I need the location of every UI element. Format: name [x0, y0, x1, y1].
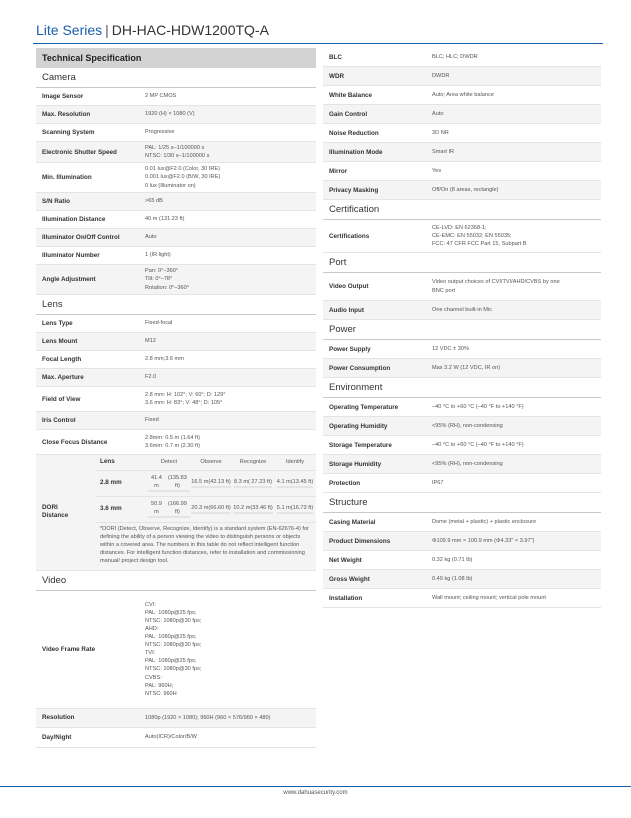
spec-value: [145, 124, 316, 141]
spec-row-max-aperture: [36, 369, 316, 387]
spec-value-line: <95% (RH), non-condensing: [432, 422, 503, 429]
dori-cell-line: (16.73 ft): [291, 505, 313, 514]
spec-label: Illuminator On/Off Control: [42, 234, 120, 241]
spec-value-line: FCC: 47 CFR FCC Part 15, Subpart B: [432, 241, 527, 248]
spec-value-line: 0.49 kg (1.08 lb): [432, 575, 473, 582]
spec-row-power-supply: [323, 340, 601, 359]
spec-value-line: Progressive: [145, 129, 175, 136]
spec-value: [145, 163, 316, 192]
spec-value-line: 1080p (1920 × 1080); 960H (960 × 576/960 × 480): [145, 714, 271, 721]
spec-row-certifications: [323, 220, 601, 253]
spec-value: [432, 589, 601, 607]
spec-row-image-sensor: [36, 88, 316, 106]
spec-value: [145, 247, 316, 264]
dori-cell: [232, 471, 274, 497]
spec-label: Storage Temperature: [329, 441, 392, 449]
spec-row-video-frame-rate: [36, 591, 316, 709]
spec-value: [432, 105, 601, 123]
spec-value: [145, 88, 316, 105]
spec-value-line: TVI:: [145, 650, 156, 657]
spec-value: [432, 181, 601, 199]
spec-value: [432, 436, 601, 454]
spec-value: [432, 398, 601, 416]
section-heading-structure: Structure: [323, 493, 601, 513]
spec-row-video-output: [323, 273, 601, 301]
spec-value-line: M12: [145, 338, 156, 345]
spec-title-bar: Technical Specification: [36, 48, 316, 68]
spec-value-line: DWDR: [432, 72, 450, 79]
spec-row-focal-length: [36, 351, 316, 369]
spec-label: Lens Type: [42, 320, 73, 327]
dori-cell-content: [191, 479, 231, 489]
spec-value: [145, 265, 316, 294]
spec-row-net-weight: [323, 551, 601, 570]
spec-value: [432, 532, 601, 550]
spec-value-line: NTSC: 960H: [145, 690, 177, 697]
spec-label: Video Frame Rate: [42, 645, 96, 653]
spec-value-line: 0 lux (Illuminator on): [145, 182, 196, 189]
spec-value-line: Max 3.2 W (12 VDC, IR on): [432, 364, 501, 371]
spec-label: Close Focus Distance: [42, 438, 108, 446]
spec-value: [432, 340, 601, 358]
spec-row-privacy-masking: [323, 181, 601, 200]
spec-value-line: NTSC: 1/30 s–1/100000 s: [145, 153, 210, 159]
dori-cell-line: 4.1 m: [277, 479, 291, 488]
spec-value: [432, 417, 601, 435]
spec-label: Privacy Masking: [329, 186, 379, 194]
spec-label: Image Sensor: [42, 93, 84, 100]
section-heading-port: Port: [323, 253, 601, 273]
spec-value-line: Video output choices of CVI/TVI/AHD/CVBS by one: [432, 279, 560, 286]
spec-label: Resolution: [42, 714, 75, 722]
spec-row-operating-temperature: [323, 398, 601, 417]
spec-row-mirror: [323, 162, 601, 181]
spec-value-line: 3D NR: [432, 129, 449, 136]
spec-value-line: CVBS:: [145, 674, 162, 681]
spec-row-product-dimensions: [323, 532, 601, 551]
spec-label: Electronic Shutter Speed: [42, 148, 117, 156]
spec-label: Net Weight: [329, 556, 362, 564]
spec-value: [145, 728, 316, 747]
spec-value-line: CVI:: [145, 601, 156, 608]
spec-row-close-focus-distance: [36, 430, 316, 455]
dori-cell-line: (166.99 ft): [165, 501, 190, 517]
spec-row-white-balance: [323, 86, 601, 105]
header-separator: |: [105, 22, 109, 38]
spec-value: [432, 359, 601, 377]
spec-row-resolution: [36, 709, 316, 728]
dori-cell: [190, 471, 232, 497]
spec-label: Mirror: [329, 167, 348, 175]
spec-value: [145, 193, 316, 210]
spec-value: [432, 143, 601, 161]
spec-label: Max. Aperture: [42, 374, 84, 381]
model-number: DH-HAC-HDW1200TQ-A: [111, 22, 269, 38]
spec-value-line: One channel built-in Mic: [432, 306, 493, 313]
spec-value-line: IP67: [432, 479, 444, 486]
spec-row-protection: [323, 474, 601, 493]
spec-value-line: 3.6mm: 0.7 m (2.30 ft): [145, 443, 201, 449]
dori-distance-table: [36, 455, 316, 571]
spec-value: [145, 229, 316, 246]
spec-row-s-n-ratio: [36, 193, 316, 211]
spec-value-line: 1920 (H) × 1080 (V): [145, 111, 195, 118]
spec-row-max-resolution: [36, 106, 316, 124]
spec-value: [145, 430, 316, 454]
spec-value: [432, 86, 601, 104]
spec-row-wdr: [323, 67, 601, 86]
spec-label: S/N Ratio: [42, 198, 70, 205]
dori-label-line: DORI: [42, 503, 58, 511]
dori-header-identify: Identify: [274, 455, 316, 471]
spec-label: Lens Mount: [42, 338, 78, 345]
spec-value: [145, 333, 316, 350]
spec-label: Gross Weight: [329, 575, 370, 583]
spec-value-line: 3.6 mm: H: 83°; V: 48°; D: 105°: [145, 400, 223, 406]
spec-value-line: Auto: [432, 110, 444, 117]
spec-row-storage-humidity: [323, 455, 601, 474]
spec-row-iris-control: [36, 412, 316, 430]
spec-label: Gain Control: [329, 110, 368, 118]
spec-row-casing-material: [323, 513, 601, 532]
spec-label: Operating Temperature: [329, 403, 399, 411]
spec-value-line: Yes: [432, 167, 442, 174]
dori-cell-content: [191, 505, 231, 515]
spec-value: [432, 570, 601, 588]
spec-value: [145, 387, 316, 411]
spec-value-line: AHD:: [145, 625, 159, 632]
spec-value: [432, 124, 601, 142]
spec-value-line: Wall mount; ceiling mount; vertical pole mount: [432, 594, 546, 601]
spec-value-line: 0.01 lux@F2.0 (Color, 30 IRE): [145, 166, 221, 173]
spec-label: Product Dimensions: [329, 537, 391, 545]
dori-note: *DORI (Detect, Observe, Recognize, Identify) is a standard system (EN-62676-4) for defining the ability of a person viewing the video to distinguish persons or objects within a covered area. The numbers in this table do not reflect intelligent function distances. For intelligent function distances, refer to installation and commissioning manual/ project design tool.: [100, 526, 309, 564]
dori-grid: [96, 455, 316, 523]
dori-cell-line: (135.83 ft): [165, 475, 190, 491]
right-column: [323, 48, 601, 608]
section-heading-lens: Lens: [36, 295, 316, 315]
spec-value: [145, 351, 316, 368]
header-rule: [33, 43, 603, 44]
dori-cell-line: 50.9 m: [148, 501, 165, 517]
dori-cell-line: 8.3 m: [234, 479, 248, 488]
spec-label: Focal Length: [42, 356, 82, 363]
spec-label: Max. Resolution: [42, 111, 91, 118]
section-heading-power: Power: [323, 320, 601, 340]
spec-label: Power Supply: [329, 345, 371, 353]
spec-row-day-night: [36, 728, 316, 748]
dori-cell-line: 16.5 m: [191, 479, 208, 488]
dori-cell-content: [233, 505, 273, 515]
spec-value-line: Auto; Area white balance: [432, 91, 494, 98]
spec-label: Illumination Mode: [329, 148, 383, 156]
spec-value: [145, 709, 316, 727]
dori-cell-line: (42.13 ft): [208, 479, 230, 488]
dori-cell-content: [148, 501, 190, 518]
left-column: [36, 48, 316, 748]
video-section: [36, 571, 316, 748]
spec-row-operating-humidity: [323, 417, 601, 436]
footer-url: www.dahuasecurity.com: [283, 790, 348, 796]
left-sections: [36, 68, 316, 455]
dori-cell: [148, 497, 190, 523]
spec-row-audio-input: [323, 301, 601, 320]
spec-row-illumination-distance: [36, 211, 316, 229]
dori-header-lens: Lens: [96, 455, 148, 471]
spec-row-storage-temperature: [323, 436, 601, 455]
spec-value-line: Pan: 0°–360°: [145, 268, 179, 275]
spec-label: Power Consumption: [329, 364, 391, 372]
spec-value-line: PAL: 1080p@25 fps;: [145, 633, 197, 640]
dori-cell: [274, 497, 316, 523]
spec-value: [145, 412, 316, 429]
spec-value-line: CE-LVD: EN 62368-1;: [432, 224, 487, 231]
spec-row-angle-adjustment: [36, 265, 316, 295]
spec-value: [432, 48, 601, 66]
spec-value-line: Fixed-focal: [145, 320, 173, 327]
spec-value-line: 2.8 mm;3.6 mm: [145, 356, 184, 363]
spec-value-line: >65 dB: [145, 198, 163, 205]
spec-label: White Balance: [329, 91, 373, 99]
spec-value-line: CE-EMC: EN 55032; EN 55035;: [432, 232, 512, 239]
spec-value-line: PAL: 960H;: [145, 682, 174, 689]
spec-value-line: PAL: 1080p@25 fps;: [145, 609, 197, 616]
spec-value-line: 12 VDC ± 30%: [432, 345, 469, 352]
spec-value-line: 2.8 mm: H: 102°; V: 60°; D: 129°: [145, 391, 226, 398]
spec-value-line: Fixed: [145, 417, 159, 424]
document-header: [36, 22, 269, 38]
dori-cell-line: 41.4 m: [148, 475, 165, 491]
dori-lens: 2.8 mm: [96, 471, 148, 497]
spec-row-scanning-system: [36, 124, 316, 142]
dori-cell-content: [148, 475, 190, 492]
dori-cell-line: (66.60 ft): [208, 505, 230, 514]
spec-label: Min. Illumination: [42, 174, 92, 181]
spec-value-line: Dome (metal + plastic) + plastic enclosure: [432, 518, 537, 525]
dori-content: [96, 455, 316, 570]
dori-cell-content: [277, 479, 313, 489]
spec-value-line: PAL: 1/25 s–1/100000 s: [145, 144, 205, 151]
spec-row-power-consumption: [323, 359, 601, 378]
spec-value: [432, 474, 601, 492]
spec-label: WDR: [329, 72, 345, 80]
spec-row-illumination-mode: [323, 143, 601, 162]
dori-cell-line: 20.3 m: [191, 505, 208, 514]
dori-cell-line: ( 27.23 ft): [248, 479, 272, 488]
dori-cell: [232, 497, 274, 523]
spec-label: Field of View: [42, 395, 81, 403]
spec-value-line: –40 °C to +60 °C (–40 °F to +140 °F): [432, 403, 524, 410]
spec-row-installation: [323, 589, 601, 608]
spec-label: Certifications: [329, 232, 370, 240]
spec-value-line: BNC port: [432, 287, 456, 294]
spec-value: [432, 551, 601, 569]
dori-cell-line: 10.2 m: [233, 505, 250, 514]
section-heading-video: Video: [36, 571, 316, 591]
dori-cell-line: (13.45 ft): [291, 479, 313, 488]
spec-value-line: PAL: 1080p@25 fps;: [145, 658, 197, 665]
spec-label: Illuminator Number: [42, 252, 100, 259]
spec-value: [145, 106, 316, 123]
spec-value-line: NTSC: 1080p@30 fps;: [145, 666, 202, 673]
spec-label: Storage Humidity: [329, 460, 382, 468]
spec-row-field-of-view: [36, 387, 316, 412]
spec-label: Casing Material: [329, 518, 376, 526]
spec-value-line: BLC; HLC; DWDR: [432, 53, 478, 60]
spec-value: [432, 513, 601, 531]
spec-value-line: Tilt: 0°–78°: [145, 276, 173, 283]
spec-row-lens-type: [36, 315, 316, 333]
spec-value: [432, 273, 601, 300]
dori-lens: 3.6 mm: [96, 497, 148, 523]
spec-value-line: 0.001 lux@F2.0 (B/W, 30 IRE): [145, 174, 221, 181]
spec-row-illuminator-on-off-control: [36, 229, 316, 247]
spec-value: [145, 315, 316, 332]
spec-value: [145, 591, 316, 708]
spec-value: [432, 162, 601, 180]
series-name: Lite Series: [36, 22, 103, 38]
section-heading-camera: Camera: [36, 68, 316, 88]
spec-row-gross-weight: [323, 570, 601, 589]
spec-value-line: Auto: [145, 234, 157, 241]
dori-header-detect: Detect: [148, 455, 190, 471]
spec-value-line: –40 °C to +60 °C (–40 °F to +140 °F): [432, 441, 524, 448]
spec-label: Noise Reduction: [329, 129, 379, 137]
dori-cell-content: [234, 479, 272, 489]
spec-value: [145, 369, 316, 386]
dori-cell: [274, 471, 316, 497]
right-top-rows: [323, 48, 601, 200]
spec-row-gain-control: [323, 105, 601, 124]
spec-row-electronic-shutter-speed: [36, 142, 316, 163]
spec-value: [432, 220, 601, 252]
spec-value: [145, 142, 316, 162]
spec-value-line: F2.0: [145, 374, 157, 381]
spec-value-line: Φ109.9 mm × 100.9 mm (Φ4.33" × 3.97"): [432, 537, 535, 544]
spec-row-illuminator-number: [36, 247, 316, 265]
dori-cell-line: 5.1 m: [277, 505, 291, 514]
dori-cell-content: [277, 505, 313, 515]
spec-value-line: 2.8mm: 0.5 m (1.64 ft): [145, 434, 201, 441]
spec-label: Audio Input: [329, 306, 364, 314]
spec-value-line: <95% (RH), non-condensing: [432, 460, 503, 467]
spec-label: Iris Control: [42, 417, 76, 424]
spec-label: BLC: [329, 53, 342, 61]
spec-value-line: Smart IR: [432, 148, 455, 155]
spec-row-noise-reduction: [323, 124, 601, 143]
spec-value-line: 2 MP CMOS: [145, 93, 177, 100]
dori-header-recognize: Recognize: [232, 455, 274, 471]
spec-label: Scanning System: [42, 129, 95, 136]
dori-label: [36, 455, 96, 570]
spec-row-min-illumination: [36, 163, 316, 193]
spec-label: Operating Humidity: [329, 422, 388, 430]
spec-row-blc: [323, 48, 601, 67]
spec-label: Protection: [329, 479, 361, 487]
dori-cell: [190, 497, 232, 523]
spec-label: Angle Adjustment: [42, 276, 96, 283]
spec-value: [145, 211, 316, 228]
spec-value-line: 40 m (131.23 ft): [145, 216, 185, 223]
spec-value: [432, 67, 601, 85]
spec-label: Illumination Distance: [42, 216, 106, 223]
spec-label: Installation: [329, 594, 363, 602]
spec-value-line: Auto(ICR)/Color/B/W: [145, 734, 197, 741]
spec-value: [432, 301, 601, 319]
section-heading-environment: Environment: [323, 378, 601, 398]
dori-label-line: Distance: [42, 512, 69, 520]
dori-cell: [148, 471, 190, 497]
spec-value-line: Off/On (8 areas, rectangle): [432, 186, 499, 193]
footer-rule: [0, 786, 631, 787]
spec-value-line: NTSC: 1080p@30 fps;: [145, 617, 202, 624]
spec-value-line: 0.32 kg (0.71 lb): [432, 556, 473, 563]
right-sections: [323, 200, 601, 608]
dori-header-observe: Observe: [190, 455, 232, 471]
section-heading-certification: Certification: [323, 200, 601, 220]
spec-label: Day/Night: [42, 733, 72, 741]
spec-value-line: 1 (IR light): [145, 252, 171, 259]
spec-value-line: Rotation: 0°–360°: [145, 284, 189, 291]
spec-value-line: NTSC: 1080p@30 fps;: [145, 642, 202, 649]
spec-value: [432, 455, 601, 473]
spec-label: Video Output: [329, 283, 369, 290]
dori-cell-line: (33.46 ft): [250, 505, 272, 514]
spec-row-lens-mount: [36, 333, 316, 351]
